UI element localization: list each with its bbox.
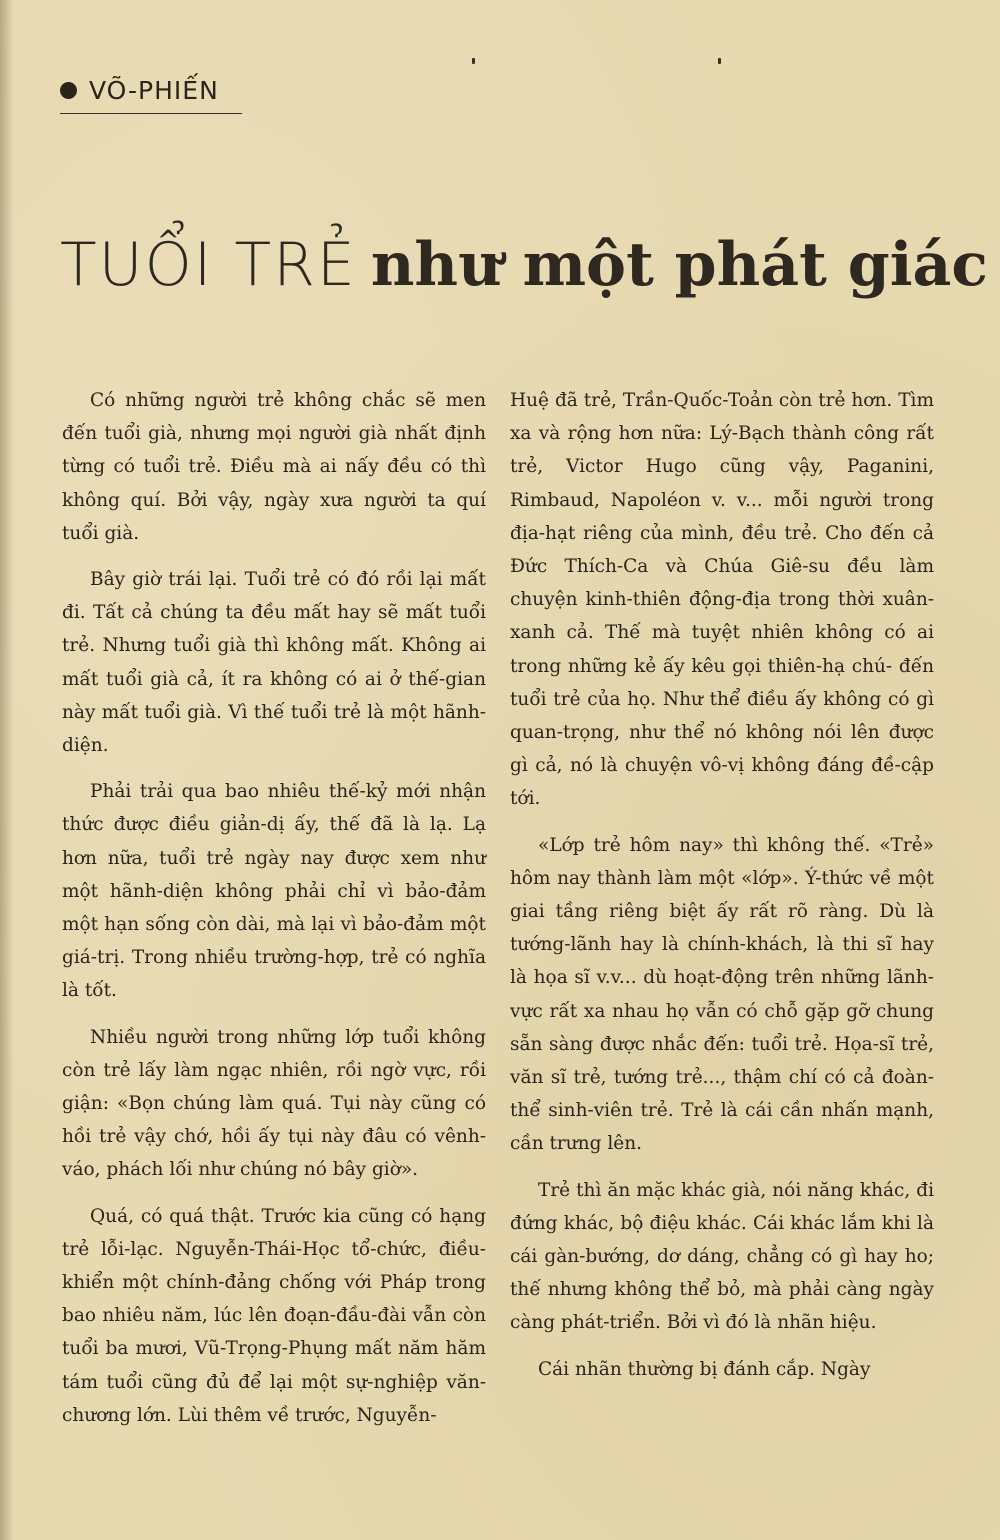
- right-column: [510, 384, 934, 1399]
- paragraph: Trẻ thì ăn mặc khác già, nói năng khác, đi đứng khác, bộ điệu khác. Cái khác lắm khi là cái gàn-bướng, dơ dáng, chẳng có gì hay ho; thế nhưng không thể bỏ, mà phải càng ngày càng phát-triển. Bởi vì đó là nhãn hiệu.: [510, 1179, 934, 1334]
- binding-shadow: [0, 0, 14, 1540]
- bullet-icon: [60, 82, 77, 99]
- article-title: [60, 230, 988, 300]
- paragraph: Huệ đã trẻ, Trần-Quốc-Toản còn trẻ hơn. Tìm xa và rộng hơn nữa: Lý-Bạch thành công rất trẻ, Victor Hugo cũng vậy, Paganini, Rimbaud, Napoléon v. v... mỗi người trong địa-hạt riêng của mình, đều trẻ. Cho đến cả Đức Thích-Ca và Chúa Giê-su đều làm chuyện kinh-thiên động-địa trong thời xuân-xanh cả. Thế mà tuyệt nhiên không có ai trong những kẻ ấy kêu gọi thiên-hạ chú- đến tuổi trẻ của họ. Như thể điều ấy không có gì quan-trọng, như thể nó không nói lên được gì cả, nó là chuyện vô-vị không đáng đề-cập tới.: [510, 390, 934, 810]
- paragraph: «Lớp trẻ hôm nay» thì không thế. «Trẻ» hôm nay thành làm một «lớp». Ý-thức về một giai tầng riêng biệt ấy rất rõ ràng. Dù là tướng-lãnh hay là chính-khách, là thi sĩ hay là họa sĩ v.v... dù hoạt-động trên những lãnh-vực rất xa nhau họ vẫn có chỗ gặp gỡ chung sẵn sàng được nhắc đến: tuổi trẻ. Họa-sĩ trẻ, văn sĩ trẻ, tướng trẻ..., thậm chí có cả đoàn-thể sinh-viên trẻ. Trẻ là cái cần nhấn mạnh, cần trưng lên.: [510, 834, 934, 1155]
- paragraph: Bây giờ trái lại. Tuổi trẻ có đó rồi lại mất đi. Tất cả chúng ta đều mất hay sẽ mất tuổi trẻ. Nhưng tuổi già thì không mất. Không ai mất tuổi già cả, ít ra không có ai ở thế-gian này mất tuổi già. Vì thế tuổi trẻ là một hãnh-diện.: [62, 569, 486, 757]
- title-part-2: như một phát giác: [370, 230, 988, 300]
- paragraph: Nhiều người trong những lớp tuổi không còn trẻ lấy làm ngạc nhiên, rồi ngờ vực, rồi giận: «Bọn chúng làm quá. Tụi này cũng có hồi trẻ vậy chớ, hồi ấy tụi này đâu có vênh-váo, phách lối như chúng nó bây giờ».: [62, 1026, 486, 1181]
- title-part-1: TUỔI TRẺ: [60, 230, 357, 300]
- paragraph: Quá, có quá thật. Trước kia cũng có hạng trẻ lỗi-lạc. Nguyễn-Thái-Học tổ-chức, điều-khiển một chính-đảng chống với Pháp trong bao nhiêu năm, lúc lên đoạn-đầu-đài vẫn còn tuổi ba mươi, Vũ-Trọng-Phụng mất năm hăm tám tuổi cũng đủ để lại một sự-nghiệp văn-chương lớn. Lùi thêm về trước, Nguyễn-: [62, 1205, 486, 1426]
- print-mark: [472, 58, 475, 64]
- author-byline: [60, 76, 242, 114]
- paragraph: Cái nhãn thường bị đánh cắp. Ngày: [538, 1358, 871, 1380]
- print-mark: [718, 58, 721, 64]
- author-name: VÕ-PHIẾN: [89, 76, 219, 105]
- paragraph: Phải trải qua bao nhiêu thế-kỷ mới nhận thức được điều giản-dị ấy, thế đã là lạ. Lạ hơn nữa, tuổi trẻ ngày nay được xem như một hãnh-diện không phải chỉ vì bảo-đảm một hạn sống còn dài, mà lại vì bảo-đảm một giá-trị. Trong nhiều trường-hợp, trẻ có nghĩa là tốt.: [62, 781, 486, 1002]
- paragraph: Có những người trẻ không chắc sẽ men đến tuổi già, nhưng mọi người già nhất định từng có tuổi trẻ. Điều mà ai nấy đều có thì không quí. Bởi vậy, ngày xưa người ta quí tuổi già.: [62, 390, 486, 544]
- left-column: [62, 384, 486, 1445]
